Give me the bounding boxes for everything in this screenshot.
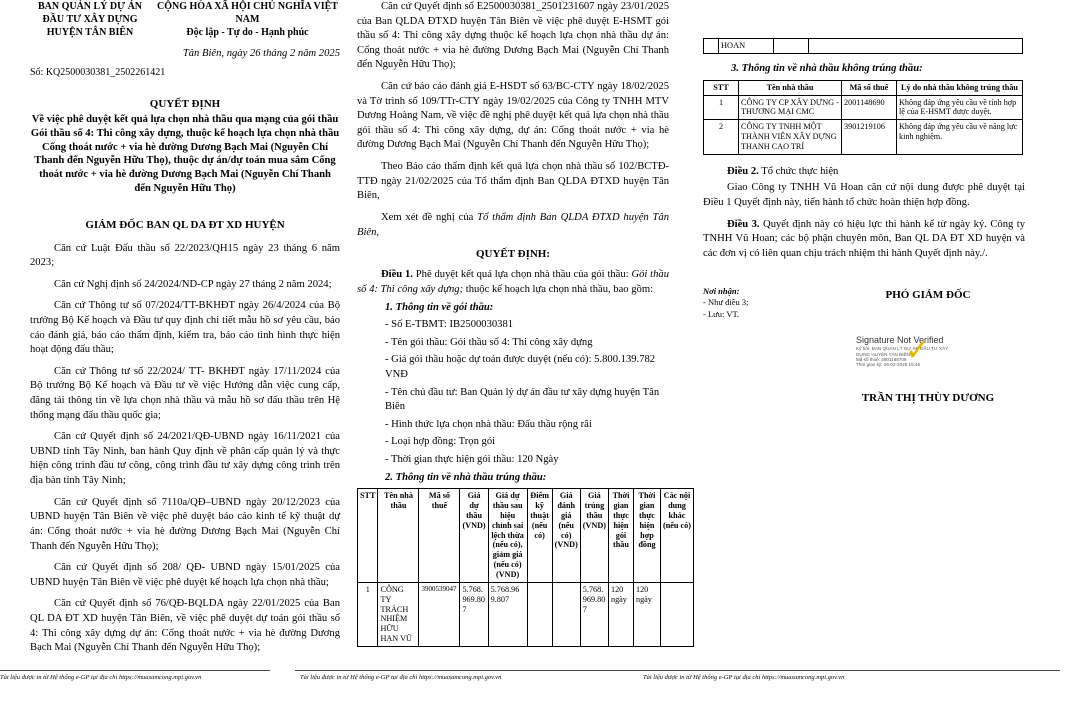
table-cell: 2: [704, 120, 739, 155]
column-header: STT: [358, 489, 378, 583]
legal-basis: Căn cứ Quyết định số 76/QĐ-BQLDA ngày 22/01/2025 của Ban QL DA ĐT XD huyện Tân Biên, về việc phê duyệt dự toán gói thầu số 4: Thi công xây dựng dự án: Cống thoát nước + via hè đường Dương Bạch Mai (Nguyễn Chí Thanh đến Nguyễn Hữu Thọ);: [30, 598, 340, 654]
list-item: - Hình thức lựa chọn nhà thầu: Đấu thầu rộng rãi: [385, 418, 592, 430]
table-cell: [704, 39, 719, 54]
table-cell: 3901219106: [842, 120, 897, 155]
signature-detail: Ký bởi: BAN QUẢN LÝ DỰ ÁN ĐẦU TƯ XÂY DỰNG HUYỆN TÂN BIÊN: [856, 346, 949, 357]
legal-basis: Căn cứ Quyết định số 7110a/QĐ–UBND ngày 20/12/2023 của UBND huyện Tân Biên về việc phê duyệt báo cáo kinh tế kỹ thuật dự án: Cống thoát nước + via hè đường Dương Bạch Mai (Nguyễn Chí Thanh đến Nguyễn Hữu Thọ);: [30, 496, 340, 552]
article-1: [357, 268, 669, 297]
column-header: Giá đánh giá (nếu có) (VND): [552, 489, 580, 583]
article-1-label: Điều 1.: [381, 269, 413, 281]
signature-status: Signature Not Verified: [856, 335, 944, 345]
table-header-row: [704, 80, 1023, 95]
page-3: [703, 0, 1025, 680]
article-2-label: Điều 2.: [727, 165, 759, 177]
signature-detail: Thời gian ký: 26-02-2025 15:46: [856, 362, 921, 368]
winner-table-continuation: [703, 38, 1023, 54]
column-header: Tên nhà thầu: [378, 489, 419, 583]
table-header-row: [358, 489, 694, 583]
recipients: [703, 286, 748, 320]
checkmark-icon: ✓: [905, 333, 931, 368]
table-cell: [774, 39, 809, 54]
list-item: - Giá gói thầu hoặc dự toán được duyệt (nếu có): 5.800.139.782 VNĐ: [385, 354, 656, 380]
table-row: [704, 95, 1023, 120]
table-cell: 1: [358, 582, 378, 646]
table-cell: CÔNG TY TRÁCH NHIỆM HỮU HẠN VŨ: [378, 582, 419, 646]
signature-detail: Mã số thuế: 3901168709: [856, 356, 907, 362]
decides-title: QUYẾT ĐỊNH:: [475, 248, 551, 261]
article-3-text: Quyết định này có hiệu lực thi hành kể từ ngày ký. Công ty TNHH Vũ Hoan; các bộ phận chuyên môn, Ban QL DA ĐT XD huyện và các đơn vị có liên quan chịu trách nhiệm thi hành Quyết định này./.: [703, 218, 1026, 259]
table-cell: Không đáp ứng yêu cầu về năng lực kinh nghiệm.: [897, 120, 1023, 155]
document-header: [30, 0, 340, 39]
article-3-label: Điều 3.: [727, 218, 760, 230]
article-2-body: Giao Công ty TNHH Vũ Hoan căn cứ nội dung được phê duyệt tại Điều 1 Quyết định này, tiến hành tổ chức hoàn thiện hợp đồng.: [703, 182, 1025, 208]
legal-basis: Căn cứ Quyết định số E2500030381_2501231607 ngày 23/01/2025 của Ban QLDA ĐTXD huyện Tân Biên về việc phê duyệt E-HSMT gói thầu số 4: Thi công xây dựng thuộc kế hoạch lựa chọn nhà thầu dự án: Cống thoát nước + via hè đường Dương Bạch Mai (Nguyễn Chí Thanh đến Nguyễn Hữu Thọ);: [357, 1, 669, 71]
legal-basis: Căn cứ Quyết định số 208/ QĐ- UBND ngày 15/01/2025 của UBND huyện Tân Biên về việc phê duyệt kế hoạch lựa chọn nhà thầu;: [30, 562, 340, 588]
page-2: [357, 0, 691, 680]
column-header: Thời gian thực hiện hợp đồng: [633, 489, 660, 583]
column-header: Thời gian thực hiện gói thầu: [608, 489, 633, 583]
table-cell: [809, 39, 1023, 54]
table-cell: 3900539047: [419, 582, 460, 646]
table-cell: [527, 582, 552, 646]
legal-basis: Căn cứ Quyết định số 24/2021/QĐ-UBND ngày 16/11/2021 của UBND tỉnh Tây Ninh, ban hành Quy định về phân cấp quản lý và thực hiện công trình đầu tư công, công trình đầu tư xây dựng công trình trên địa bàn tỉnh Tây Ninh;: [30, 431, 340, 487]
loser-table: [703, 80, 1023, 155]
recipients-title: Nơi nhận:: [703, 286, 740, 296]
table-cell: Không đáp ứng yêu cầu về tính hợp lệ của E-HSMT được duyệt.: [897, 95, 1023, 120]
legal-basis: Theo Báo cáo thẩm định kết quả lựa chọn nhà thầu số 102/BCTĐ-TTĐ ngày 21/02/2025 của Tổ thẩm định Ban QLDA ĐTXD huyện Tân Biên,: [357, 161, 669, 202]
column-header: Giá dự thầu (VND): [460, 489, 488, 583]
proposal-lead: Xem xét đề nghị của: [381, 211, 478, 223]
table-cell: 5.768.969.807: [580, 582, 608, 646]
table-cell: 120 ngày: [633, 582, 660, 646]
footer-note: [0, 674, 265, 683]
article-3: [703, 218, 1025, 262]
section-1-title: 1. Thông tin về gói thầu:: [385, 301, 494, 313]
list-item: - Tên gói thầu: Gói thầu số 4: Thi công xây dựng: [385, 336, 593, 348]
legal-basis: Căn cứ báo cáo đánh giá E-HSDT số 63/BC-CTY ngày 18/02/2025 và Tờ trình số 109/TTr-CTY ngày 19/02/2025 của Công ty TNHH MTV Dương Hoàng Nam, về việc đề nghị phê duyệt kết quả lựa chọn nhà thầu gói thầu số 4: Thi công xây dựng, dự án: Cống thoát nước + via hè đường Dương Bạch Mai (Nguyễn Chí Thanh đến Nguyễn Hữu Thọ);: [357, 81, 669, 151]
table-cell: 5.768.969.807: [460, 582, 488, 646]
table-cell: HOAN: [719, 39, 774, 54]
column-header: Giá dự thầu sau hiệu chỉnh sai lệch thừa (nếu có), giảm giá (nếu có) (VND): [488, 489, 527, 583]
article-1-package: Gói thầu số 4: Thi công xây dựng;: [357, 269, 670, 295]
signer-role: PHÓ GIÁM ĐỐC: [885, 289, 971, 301]
signer-name: TRẦN THỊ THÙY DƯƠNG: [861, 392, 995, 404]
footer-note: Tài liệu được in từ Hệ thống e-GP tại địa chỉ https://muasamcong.mpi.gov.vn: [643, 674, 845, 681]
table-cell: 1: [704, 95, 739, 120]
column-header: Các nội dung khác (nếu có): [660, 489, 693, 583]
recipient-item: - Như điều 3;: [703, 297, 749, 308]
article-2: [703, 165, 1025, 180]
footer-divider: [0, 670, 270, 671]
footer-divider: [295, 670, 640, 671]
article-1-text: Phê duyệt kết quả lựa chọn nhà thầu của gói thầu:: [412, 269, 632, 281]
table-cell: 2001148690: [842, 95, 897, 120]
list-item: - Tên chủ đầu tư: Ban Quản lý dự án đầu tư xây dựng huyện Tân Biên: [385, 386, 660, 413]
column-header: Điểm kỹ thuật (nếu có): [527, 489, 552, 583]
footer-note: Tài liệu được in từ Hệ thống e-GP tại địa chỉ https://muasamcong.mpi.gov.vn: [300, 674, 502, 681]
proposal-who: Tổ thẩm định Ban QLDA ĐTXD huyện Tân Biên,: [357, 211, 669, 238]
table-cell: [552, 582, 580, 646]
table-cell: [660, 582, 693, 646]
issuing-org: BAN QUẢN LÝ DỰ ÁN ĐẦU TƯ XÂY DỰNG HUYỆN TÂN BIÊN: [37, 1, 143, 38]
section-2-title: 2. Thông tin về nhà thầu trúng thầu:: [385, 471, 547, 483]
table-row: [704, 39, 1023, 54]
decision-subject: Về việc phê duyệt kết quả lựa chọn nhà thầu qua mạng của gói thầu Gói thầu số 4: Thi công xây dựng, thuộc kế hoạch lựa chọn nhà thầu Cống thoát nước + via hè đường Dương Bạch Mai (Nguyễn Chí Thanh đến Nguyễn Hữu Thọ), thuộc dự án/dự toán mua sắm Cống thoát nước + via hè đường Dương Bạch Mai (Nguyễn Chí Thanh đến Nguyễn Hữu Thọ): [30, 113, 340, 195]
list-item: - Số E-TBMT: IB2500030381: [385, 319, 514, 331]
table-row: [358, 582, 694, 646]
footer-divider: [640, 670, 1060, 671]
column-header: Mã số thuế: [842, 80, 897, 95]
column-header: Mã số thuế: [419, 489, 460, 583]
legal-basis: Căn cứ Thông tư số 07/2024/TT-BKHĐT ngày 26/4/2024 của Bộ trưởng Bộ Kế hoạch và Đầu tư quy định chi tiết mẫu hồ sơ yêu cầu, báo cáo đánh giá, báo cáo thẩm định, kiểm tra, báo cáo tình hình thực hiện hoạt động đấu thầu;: [30, 300, 340, 356]
table-cell: 120 ngày: [608, 582, 633, 646]
proposal-line: [357, 211, 669, 240]
column-header: Giá trúng thầu (VND): [580, 489, 608, 583]
column-header: Tên nhà thầu: [739, 80, 842, 95]
doc-number: Số: KQ2500030381_2502261421: [30, 66, 166, 78]
winner-table: [357, 488, 694, 647]
column-header: Lý do nhà thầu không trúng thầu: [897, 80, 1023, 95]
package-info-list: [357, 318, 669, 467]
authority-title: GIÁM ĐỐC BAN QL DA ĐT XD HUYỆN: [85, 219, 285, 232]
legal-basis: Căn cứ Luật Đấu thầu số 22/2023/QH15 ngày 23 tháng 6 năm 2023;: [30, 242, 340, 269]
national-title: [155, 0, 340, 39]
article-1-tail: thuộc kế hoạch lựa chọn nhà thầu, bao gồm:: [463, 283, 654, 295]
column-header: STT: [704, 80, 739, 95]
republic-name: CỘNG HÒA XÃ HỘI CHỦ NGHĨA VIỆT NAM: [157, 1, 338, 25]
legal-basis: Căn cứ Thông tư số 22/2024/ TT- BKHĐT ngày 17/11/2024 của Bộ trưởng Bộ Kế hoạch và Đầu tư về việc Hướng dẫn việc cung cấp, đăng tải thông tin về lựa chọn nhà thầu và mẫu hồ sơ đấu thầu trên Hệ thống mạng đấu thầu quốc gia;: [30, 365, 340, 421]
digital-signature: [856, 334, 956, 374]
table-cell: CÔNG TY CP XÂY DỰNG - THƯƠNG MẠI CMC: [739, 95, 842, 120]
article-2-text: Tổ chức thực hiện: [758, 165, 839, 177]
motto: Độc lập - Tự do - Hạnh phúc: [186, 27, 309, 38]
table-cell: CÔNG TY TNHH MỘT THÀNH VIÊN XÂY DỰNG THANH CAO TRÍ: [739, 120, 842, 155]
recipient-item: - Lưu: VT.: [703, 308, 740, 319]
page-1: [30, 0, 340, 680]
footer-text: Tài liệu được in từ Hệ thống e-GP tại địa chỉ https://muasamcong.mpi.gov.vn: [0, 674, 202, 681]
list-item: - Loại hợp đồng: Trọn gói: [385, 436, 496, 448]
table-row: [704, 120, 1023, 155]
legal-basis: Căn cứ Nghị định số 24/2024/ND-CP ngày 27 tháng 2 năm 2024;: [54, 278, 332, 290]
table-cell: 5.768.969.807: [488, 582, 527, 646]
list-item: - Thời gian thực hiện gói thầu: 120 Ngày: [385, 454, 559, 466]
place-date: Tân Biên, ngày 26 tháng 2 năm 2025: [182, 48, 340, 59]
section-3-title: 3. Thông tin về nhà thầu không trúng thầu:: [731, 63, 923, 75]
decision-title: QUYẾT ĐỊNH: [149, 98, 221, 111]
